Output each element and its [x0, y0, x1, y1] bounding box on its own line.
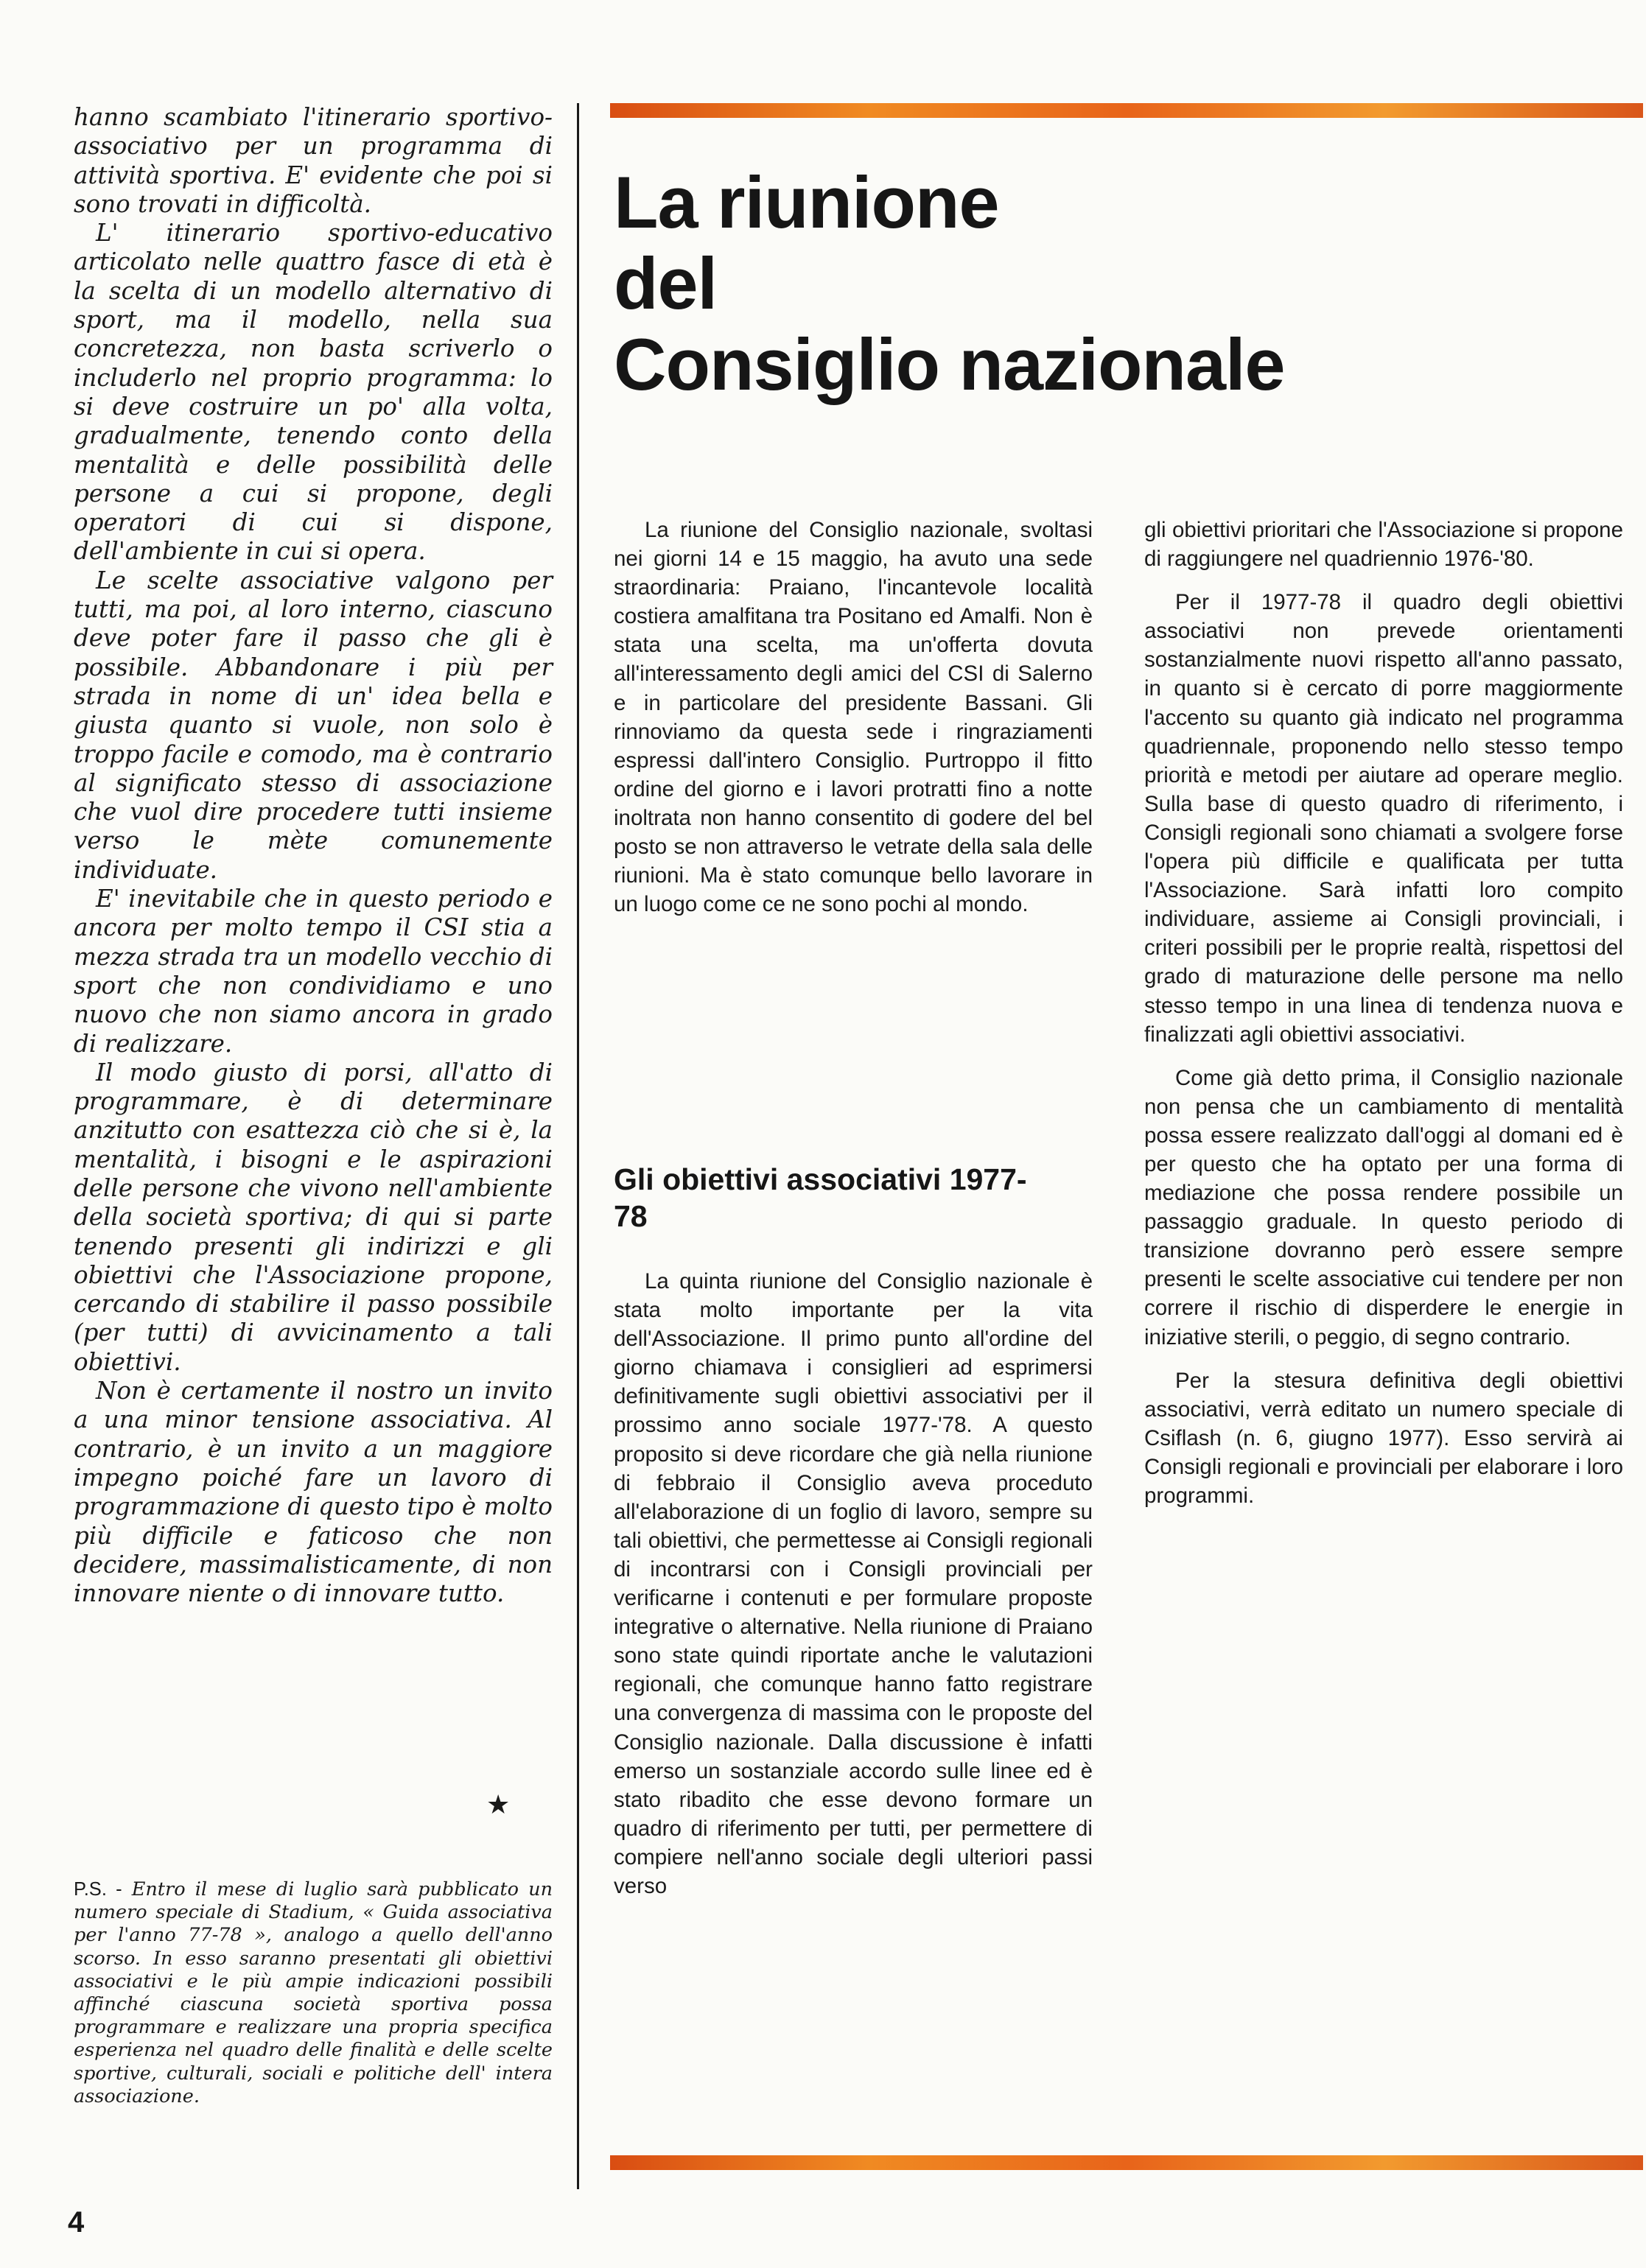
- top-orange-band: [610, 103, 1643, 118]
- intro-column: [614, 516, 1093, 919]
- left-paragraph: Il modo giusto di porsi, all'atto di programmare, è di determinare anzitutto con esattezza ciò che si è, la mentalità, i bisogni e le aspirazioni delle persone che vivono nell'ambiente della società sportiva; di qui si parte tenendo presenti gli indirizzi e gli obiettivi che l'Associazione propone, cercando di stabilire il passo possibile (per tutti) di avvicinamento a tali obiettivi.: [74, 1058, 553, 1376]
- right-paragraph: Come già detto prima, il Consiglio nazionale non pensa che un cambiamento di mentalità possa essere realizzato dall'oggi al domani ed è per questo che ha optato per una forma di mediazione che possa rendere possibile un passaggio graduale. In questo periodo di transizione dovranno però essere sempre presenti le scelte associative cui tendere per non correre il rischio di disperdere le energie in iniziative sterili, o peggio, di segno contrario.: [1144, 1065, 1623, 1349]
- column-divider: [577, 103, 579, 2189]
- left-paragraph: L' itinerario sportivo-educativo articolato nelle quattro fasce di età è la scelta di un modello alternativo di sport, ma il modello, nella sua concretezza, non basta scriverlo o includerlo nel proprio programma: lo si deve costruire un po' alla volta, gradualmente, tenendo conto della mentalità e delle possibilità delle persone a cui si propone, degli operatori di cui si dispone, dell'ambiente in cui si opera.: [74, 219, 553, 566]
- postscript-text: Entro il mese di luglio sarà pubblicato un numero speciale di Stadium, « Guida associativa per l'anno 77-78 », analogo a quello dell'anno scorso. In esso saranno presentati gli obiettivi associativi e le più ampie indicazioni possibili affinché ciascuna società sportiva possa programmare e realizzare una propria specifica esperienza nel quadro delle finalità e delle scelte sportive, culturali, sociali e politiche dell' intera associazione.: [74, 1878, 553, 2107]
- intro-paragraph: La riunione del Consiglio nazionale, svoltasi nei giorni 14 e 15 maggio, ha avuto una sede straordinaria: Praiano, l'incantevole località costiera amalfitana tra Positano ed Amalfi. Non è stata una scelta, ma un'offerta dovuta all'interessamento degli amici del CSI di Salerno e in particolare del presidente Bassani. Gli rinnoviamo da questa sede i ringraziamenti espressi dall'intero Consiglio. Purtroppo il fitto ordine del giorno e i lavori protratti fino a notte inoltrata non hanno consentito di godere del bel posto se non attraverso le vetrate della sala delle riunioni. Ma è stato comunque bello lavorare in un luogo come ce ne sono pochi al mondo.: [614, 518, 1093, 917]
- right-paragraph: gli obiettivi prioritari che l'Associazione si propone di raggiungere nel quadriennio 1976-'80.: [1144, 518, 1623, 572]
- title-line: La riunione: [614, 161, 999, 243]
- page-number: 4: [68, 2206, 85, 2239]
- left-paragraph: Non è certamente il nostro un invito a una minor tensione associativa. Al contrario, è un invito a un maggiore impegno poiché fare un lavoro di programmazione di questo tipo è molto più difficile e faticoso che non decidere, massimalisticamente, di non innovare niente o di innovare tutto.: [74, 1377, 553, 1608]
- left-paragraph: Le scelte associative valgono per tutti, ma poi, al loro interno, ciascuno deve poter fare il passo che gli è possibile. Abbandonare i più per strada in nome di un' idea bella e giusta quanto si vuole, non solo è troppo facile e comodo, ma è contrario al significato stesso di associazione che vuol dire procedere tutti insieme verso le mète comunemente individuate.: [74, 566, 553, 884]
- section-column: [614, 1267, 1093, 1900]
- left-paragraph: hanno scambiato l'itinerario sportivo-associativo per un programma di attività sportiva. E' evidente che poi si sono trovati in difficoltà.: [74, 103, 553, 218]
- right-paragraph: Per la stesura definitiva degli obiettivi associativi, verrà editato un numero speciale di Csiflash (n. 6, giugno 1977). Esso servirà ai Consigli regionali e provinciali per elaborare i loro programmi.: [1144, 1368, 1623, 1508]
- right-paragraph: Per il 1977-78 il quadro degli obiettivi associativi non prevede orientamenti sostanzialmente nuovi rispetto all'anno passato, in quanto si è cercato di porre maggiormente l'accento su quanto già indicato nel programma quadriennale, proponendo nello stesso tempo priorità e metodi per aiutare ad operare meglio. Sulla base di questo quadro di riferimento, i Consigli regionali sono chiamati a svolgere forse l'opera più difficile e qualificata per tutta l'Associazione. Sarà infatti loro compito individuare, assieme ai Consigli provinciali, i criteri possibili per le proprie realtà, rispettosi del grado di maturazione delle persone ma nello stesso tempo in una linea di tendenza nuova e finalizzati agli obiettivi associativi.: [1144, 590, 1623, 1047]
- section-heading: Gli obiettivi associativi 1977-78: [614, 1162, 1027, 1233]
- title-line: Consiglio nazionale: [614, 323, 1285, 405]
- left-column: [74, 103, 553, 1608]
- right-column: [1144, 516, 1623, 1510]
- bottom-orange-band: [610, 2155, 1643, 2170]
- left-paragraph: E' inevitabile che in questo periodo e ancora per molto tempo il CSI stia a mezza strada tra un modello vecchio di sport che non condividiamo e uno nuovo che non siamo ancora in grado di realizzare.: [74, 885, 553, 1058]
- title-line: del: [614, 242, 718, 324]
- section-paragraph: La quinta riunione del Consiglio nazionale è stata molto importante per la vita dell'Associazione. Il primo punto all'ordine del giorno chiamava i consiglieri ad esprimersi definitivamente sugli obiettivi associativi per il prossimo anno sociale 1977-'78. A questo proposito si deve ricordare che già nella riunione di febbraio il Consiglio aveva proceduto all'elaborazione di un foglio di lavoro, sempre su tali obiettivi, che permettesse ai Consigli regionali di incontrarsi con i Consigli provinciali per verificarne i contenuti e per formulare proposte integrative o alternative. Nella riunione di Praiano sono state quindi riportate anche le valutazioni regionali, che comunque hanno fatto registrare una convergenza di massima con le proposte del Consiglio nazionale. Dalla discussione è infatti emerso un sostanziale accordo sulle linee ed è stato ribadito che esse devono formare un quadro di riferimento per tutti, per permettere di compiere nell'anno sociale degli ulteriori passi verso: [614, 1269, 1093, 1898]
- postscript-label: P.S. -: [74, 1879, 122, 1900]
- article-title: [614, 162, 1631, 405]
- end-star-icon: ★: [486, 1790, 511, 1820]
- postscript-note: [74, 1878, 553, 2108]
